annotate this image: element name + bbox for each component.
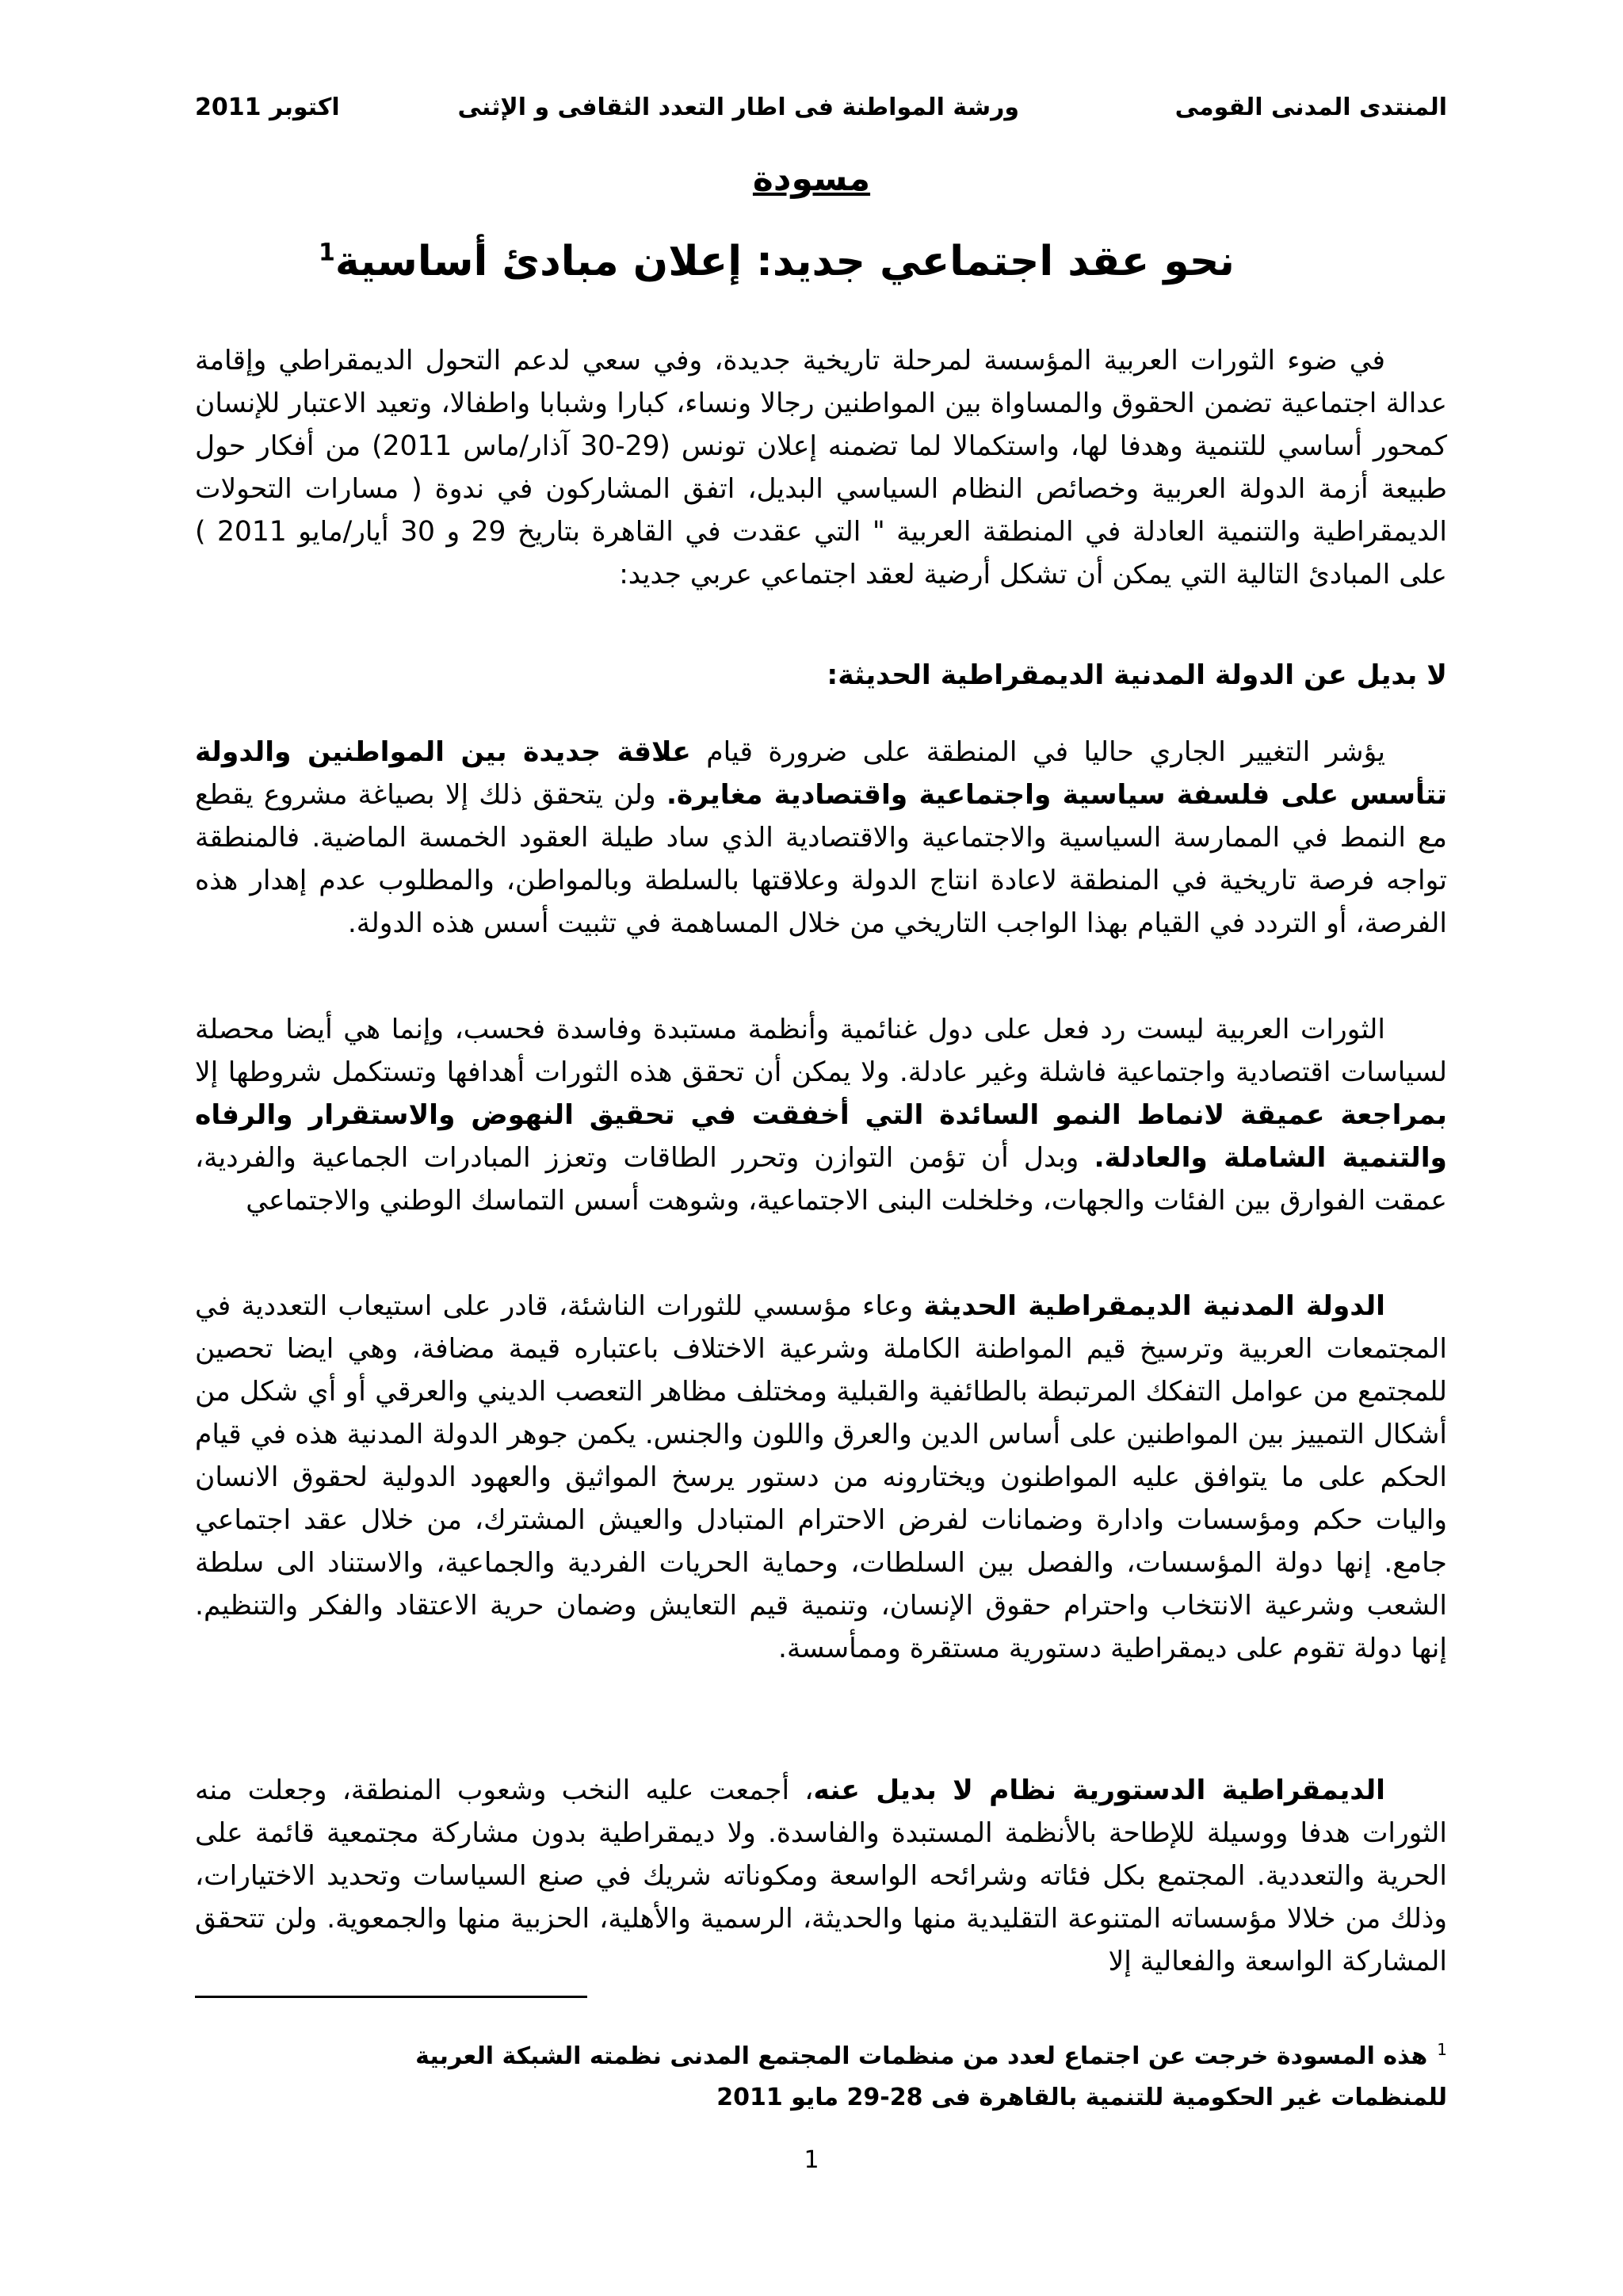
footnote [285,2029,1447,2118]
paragraph-text: يؤشر التغيير الجاري حاليا في المنطقة على ضرورة قيام [690,736,1385,768]
footnote-line-2: للمنظمات غير الحكومية للتنمية بالقاهرة فى 28-29 مايو 2011 [716,2084,1447,2111]
paragraph-emphasis: الديمقراطية الدستورية نظام لا بديل عنه [813,1775,1386,1806]
paragraph-text: ، أجمعت عليه النخب وشعوب المنطقة، وجعلت منه الثورات هدفا ووسيلة للإطاحة بالأنظمة المستبدة والفاسدة. ولا ديمقراطية بدون مشاركة مجتمعية قائمة على الحرية والتعددية. المجتمع بكل فئاته وشرائحه الواسعة ومكوناته شريك في صنع السياسات وتحديد الاختيارات، وذلك من خلالا مؤسساته المتنوعة التقليدية منها والحديثة، الرسمية والأهلية، الحزبية منها والجمعوية. ولن تتحقق المشاركة الواسعة والفعالية إلا [195,1775,1447,1977]
paragraph-text: وبدل أن تؤمن التوازن وتحرر الطاقات وتعزز المبادرات الجماعية والفردية، عمقت الفوارق بين الفئات والجهات، وخلخلت البنى الاجتماعية، وشوهت أسس التماسك الوطني والاجتماعي [195,1142,1447,1217]
paragraph-text: وعاء مؤسسي للثورات الناشئة، قادر على استيعاب التعددية في المجتمعات العربية وترسيخ قيم المواطنة الكاملة وشرعية الاختلاف باعتباره قيمة مضافة، وهي ايضا تحصين للمجتمع من عوامل التفكك المرتبطة بالطائفية والقبلية ومختلف مظاهر التعصب الديني والعرقي أو أي شكل من أشكال التمييز بين المواطنين على أساس الدين والعرق واللون والجنس. يكمن جوهر الدولة المدنية هذه في قيام الحكم على ما يتوافق عليه المواطنون ويختارونه من دستور يرسخ المواثيق والعهود الدولية لحقوق الانسان واليات حكم ومؤسسات وادارة وضمانات لفرض الاحترام المتبادل والعيش المشترك، من خلال عقد اجتماعي جامع. إنها دولة المؤسسات، والفصل بين السلطات، وحماية الحريات الفردية والجماعية، والاستناد الى سلطة الشعب وشرعية الانتخاب واحترام حقوق الإنسان، وتنمية قيم التعايش وضمان حرية الاعتقاد والفكر والتنظيم. إنها دولة تقوم على ديمقراطية دستورية مستقرة وممأسسة. [195,1290,1447,1664]
header-organization: المنتدى المدنى القومى [1174,94,1447,121]
paragraph-revolutions [195,1008,1447,1222]
footnote-number: 1 [1437,2040,1447,2059]
draft-label: مسودة [752,159,871,199]
paragraph-text: الثورات العربية ليست رد فعل على دول غنائمية وأنظمة مستبدة وفاسدة فحسب، وإنما هي أيضا محصلة لسياسات اقتصادية واجتماعية فاشلة وغير عادلة. ولا يمكن أن تحقق هذه الثورات أهدافها وتستكمل شروطها إلا [195,1014,1447,1088]
footnote-text: هذه المسودة خرجت عن اجتماع لعدد من منظمات المجتمع المدنى نظمته الشبكة العربية [415,2042,1428,2070]
header-workshop: ورشة المواطنة فى اطار التعدد الثقافى و الإثنى [457,94,1019,121]
section-heading: لا بديل عن الدولة المدنية الديمقراطية الحديثة: [827,659,1447,691]
paragraph-civil-state [195,1285,1447,1670]
document-title [301,238,1252,285]
page-header [195,94,1447,133]
paragraph-constitutional-democracy [195,1769,1447,1983]
paragraph-emphasis: الدولة المدنية الديمقراطية الحديثة [923,1290,1385,1322]
footnote-line-1 [285,2029,1447,2077]
title-footnote-ref: 1 [319,239,335,267]
paragraph-new-relationship [195,731,1447,945]
paragraph-text: ولن يتحقق ذلك إلا بصياغة مشروع يقطع مع النمط في الممارسة السياسية والاجتماعية والاقتصادية الذي ساد طيلة العقود الخمسة الماضية. فالمنطقة تواجه فرصة تاريخية في المنطقة لاعادة انتاج الدولة وعلاقتها بالسلطة وبالمواطن، والمطلوب عدم إهدار هذه الفرصة، أو التردد في القيام بهذا الواجب التاريخي من خلال المساهمة في تثبيت أسس هذه الدولة. [195,779,1447,939]
paragraph-intro-text: في ضوء الثورات العربية المؤسسة لمرحلة تاريخية جديدة، وفي سعي لدعم التحول الديمقراطي وإقامة عدالة اجتماعية تضمن الحقوق والمساواة بين المواطنين رجالا ونساء، كبارا وشبابا واطفالا، وتعيد الاعتبار للإنسان كمحور أساسي للتنمية وهدفا لها، واستكمالا لما تضمنه إعلان تونس (29-30 آذار/ماس 2011) من أفكار حول طبيعة أزمة الدولة العربية وخصائص النظام السياسي البديل، اتفق المشاركون في ندوة ( مسارات التحولات الديمقراطية والتنمية العادلة في المنطقة العربية " التي عقدت في القاهرة بتاريخ 29 و 30 أيار/مايو 2011 ) على المبادئ التالية التي يمكن أن تشكل أرضية لعقد اجتماعي عربي جديد: [195,345,1448,590]
title-text: نحو عقد اجتماعي جديد: إعلان مبادئ أساسية [334,238,1235,285]
page-number: 1 [804,2146,819,2174]
header-date: اكتوبر 2011 [195,94,340,121]
paragraph-emphasis: علاقة جديدة بين المواطنين والدولة تتأسس على فلسفة سياسية واجتماعية واقتصادية مغايرة. [195,736,1448,811]
paragraph-intro [195,339,1447,596]
footnote-separator [195,1996,587,1998]
paragraph-emphasis: بمراجعة عميقة لانماط النمو السائدة التي أخفقت في تحقيق النهوض والاستقرار والرفاه والتنمية الشاملة والعادلة. [195,1099,1448,1174]
